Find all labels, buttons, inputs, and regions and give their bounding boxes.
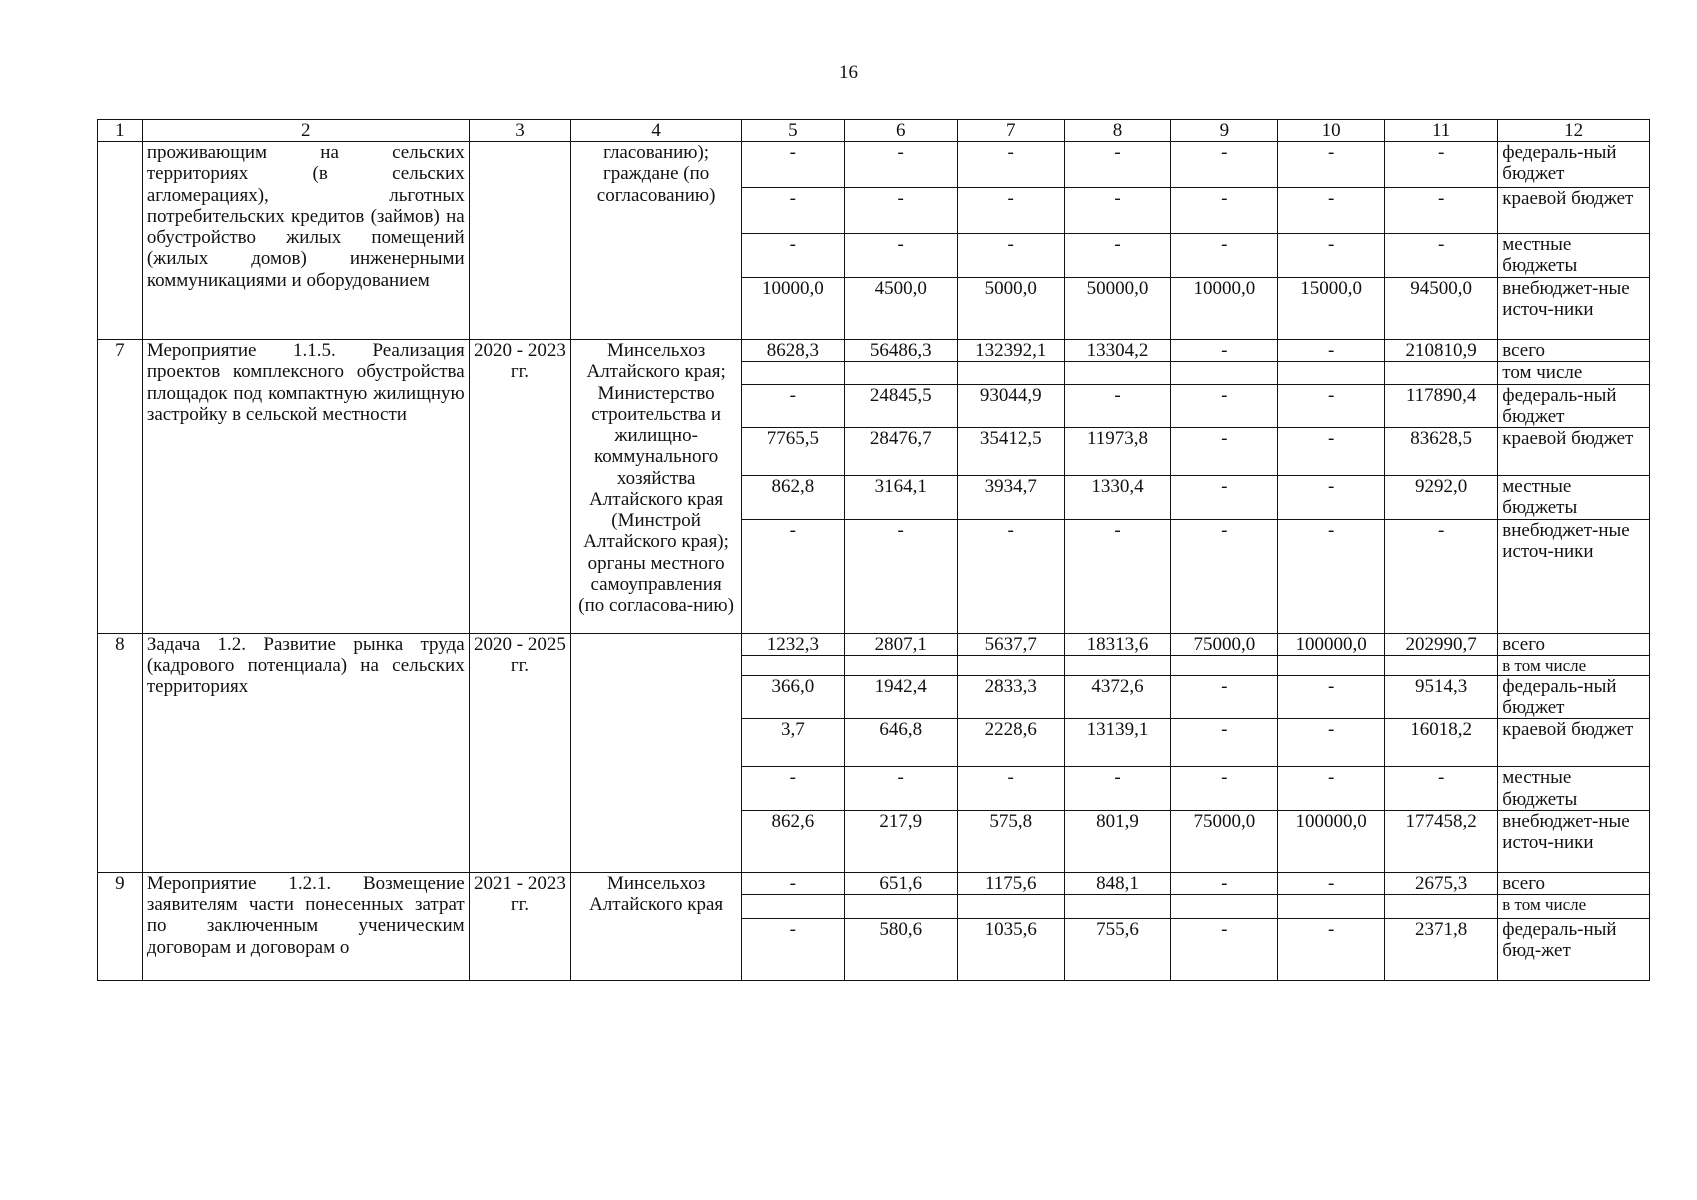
period: 2021 - 2023 гг. [469,872,570,980]
amount-cell [957,362,1064,384]
amount-cell: 755,6 [1064,919,1171,981]
amount-cell: 10000,0 [1171,278,1278,340]
amount-cell: 18313,6 [1064,633,1171,655]
amount-cell: - [1171,872,1278,894]
amount-cell: - [1278,719,1385,767]
column-header: 5 [742,120,845,142]
amount-cell: 1942,4 [844,675,957,719]
amount-cell: 580,6 [844,919,957,981]
amount-cell [742,655,845,675]
amount-cell: - [957,188,1064,234]
amount-cell: - [1171,767,1278,811]
executor: Минсельхоз Алтайского края; Министерство строительства и жилищно-коммунального хозяйства Алтайского края (Минстрой Алтайского края); органы местного самоуправления (по согласова-нию) [571,340,742,634]
measure-description: Задача 1.2. Развитие рынка труда (кадрового потенциала) на сельских территориях [142,633,469,872]
period [469,142,570,340]
amount-cell [957,895,1064,919]
funding-source: том числе [1498,362,1650,384]
amount-cell: - [1278,188,1385,234]
amount-cell: - [1278,919,1385,981]
table-row [98,872,1650,894]
amount-cell: - [742,384,845,428]
amount-cell: 1232,3 [742,633,845,655]
amount-cell: 862,8 [742,476,845,520]
column-header: 8 [1064,120,1171,142]
amount-cell: - [1171,519,1278,633]
column-header: 7 [957,120,1064,142]
amount-cell: - [742,234,845,278]
amount-cell: 366,0 [742,675,845,719]
amount-cell [1385,362,1498,384]
period: 2020 - 2025 гг. [469,633,570,872]
column-header: 2 [142,120,469,142]
amount-cell: 3934,7 [957,476,1064,520]
measure-description: Мероприятие 1.1.5. Реализация проектов комплексного обустройства площадок под компактную жилищную застройку в сельской местности [142,340,469,634]
funding-source: краевой бюджет [1498,719,1650,767]
column-number-row [98,120,1650,142]
amount-cell: 5000,0 [957,278,1064,340]
amount-cell: 13304,2 [1064,340,1171,362]
amount-cell: - [742,767,845,811]
amount-cell: - [1171,384,1278,428]
amount-cell: - [742,519,845,633]
amount-cell: 117890,4 [1385,384,1498,428]
amount-cell: - [1064,188,1171,234]
amount-cell: 13139,1 [1064,719,1171,767]
amount-cell: - [1385,519,1498,633]
amount-cell: 83628,5 [1385,428,1498,476]
amount-cell: 132392,1 [957,340,1064,362]
amount-cell: 862,6 [742,810,845,872]
funding-source: всего [1498,633,1650,655]
amount-cell: - [1171,234,1278,278]
row-number [98,142,143,340]
amount-cell: - [957,519,1064,633]
page-number: 16 [839,62,858,83]
amount-cell: 9514,3 [1385,675,1498,719]
amount-cell: - [957,767,1064,811]
amount-cell: 5637,7 [957,633,1064,655]
funding-source: в том числе [1498,895,1650,919]
amount-cell: 1035,6 [957,919,1064,981]
amount-cell: 9292,0 [1385,476,1498,520]
amount-cell: 7765,5 [742,428,845,476]
column-header: 10 [1278,120,1385,142]
amount-cell: - [1278,384,1385,428]
funding-source: федераль-ный бюджет [1498,142,1650,188]
amount-cell: - [1278,340,1385,362]
measure-description: Мероприятие 1.2.1. Возмещение заявителям части понесенных затрат по заключенным ученическим договорам и договорам о [142,872,469,980]
amount-cell [957,655,1064,675]
amount-cell: - [1064,519,1171,633]
amount-cell [1278,362,1385,384]
amount-cell: - [1385,188,1498,234]
executor [571,633,742,872]
funding-source: всего [1498,872,1650,894]
period: 2020 - 2023 гг. [469,340,570,634]
funding-source: федераль-ный бюджет [1498,384,1650,428]
amount-cell: - [1064,142,1171,188]
amount-cell: - [1385,142,1498,188]
funding-source: федераль-ный бюд-жет [1498,919,1650,981]
amount-cell: - [1171,142,1278,188]
budget-table [97,119,1650,981]
amount-cell: - [1278,476,1385,520]
funding-source: местные бюджеты [1498,234,1650,278]
funding-source: местные бюджеты [1498,767,1650,811]
amount-cell: - [1278,142,1385,188]
amount-cell: - [844,234,957,278]
amount-cell: - [1278,234,1385,278]
amount-cell: 4500,0 [844,278,957,340]
funding-source: краевой бюджет [1498,428,1650,476]
amount-cell [844,362,957,384]
measure-1-2-1-block [98,872,1650,980]
column-header: 1 [98,120,143,142]
amount-cell: - [1278,675,1385,719]
amount-cell: 56486,3 [844,340,957,362]
amount-cell: - [742,919,845,981]
funding-source: внебюджет-ные источ-ники [1498,519,1650,633]
amount-cell: - [957,234,1064,278]
amount-cell [1171,895,1278,919]
amount-cell: - [742,188,845,234]
amount-cell: 651,6 [844,872,957,894]
amount-cell: 75000,0 [1171,633,1278,655]
amount-cell: - [1278,767,1385,811]
continued-measure-block [98,142,1650,340]
amount-cell: 217,9 [844,810,957,872]
amount-cell: 4372,6 [1064,675,1171,719]
amount-cell: - [1064,384,1171,428]
funding-source: всего [1498,340,1650,362]
amount-cell: 575,8 [957,810,1064,872]
amount-cell: 93044,9 [957,384,1064,428]
amount-cell: 2833,3 [957,675,1064,719]
row-number: 9 [98,872,143,980]
funding-source: краевой бюджет [1498,188,1650,234]
amount-cell: 75000,0 [1171,810,1278,872]
amount-cell: 100000,0 [1278,633,1385,655]
amount-cell [844,655,957,675]
funding-source: федераль-ный бюджет [1498,675,1650,719]
amount-cell: 3,7 [742,719,845,767]
column-header: 3 [469,120,570,142]
amount-cell: - [844,188,957,234]
funding-source: внебюджет-ные источ-ники [1498,810,1650,872]
amount-cell: - [844,519,957,633]
amount-cell [1385,895,1498,919]
amount-cell: - [1171,675,1278,719]
amount-cell: - [1064,767,1171,811]
measure-1-1-5-block [98,340,1650,634]
amount-cell: 1330,4 [1064,476,1171,520]
amount-cell [742,895,845,919]
task-1-2-block [98,633,1650,872]
amount-cell: 94500,0 [1385,278,1498,340]
amount-cell: - [742,142,845,188]
amount-cell: 15000,0 [1278,278,1385,340]
amount-cell: - [1385,234,1498,278]
column-header: 9 [1171,120,1278,142]
amount-cell: - [1171,428,1278,476]
amount-cell: - [1278,872,1385,894]
table-row [98,340,1650,362]
row-number: 8 [98,633,143,872]
amount-cell: 2371,8 [1385,919,1498,981]
executor: гласованию); граждане (по согласованию) [571,142,742,340]
executor: Минсельхоз Алтайского края [571,872,742,980]
amount-cell: - [1171,188,1278,234]
amount-cell [844,895,957,919]
amount-cell [1064,655,1171,675]
table-row [98,142,1650,188]
table-row [98,633,1650,655]
amount-cell: 35412,5 [957,428,1064,476]
amount-cell: 202990,7 [1385,633,1498,655]
amount-cell: 11973,8 [1064,428,1171,476]
amount-cell [1064,895,1171,919]
amount-cell: 10000,0 [742,278,845,340]
amount-cell: - [1171,719,1278,767]
amount-cell: 28476,7 [844,428,957,476]
amount-cell: 177458,2 [1385,810,1498,872]
amount-cell: 100000,0 [1278,810,1385,872]
amount-cell: - [844,142,957,188]
amount-cell: 210810,9 [1385,340,1498,362]
amount-cell [742,362,845,384]
amount-cell: - [1278,428,1385,476]
amount-cell: 801,9 [1064,810,1171,872]
amount-cell: 50000,0 [1064,278,1171,340]
amount-cell: - [1171,919,1278,981]
row-number: 7 [98,340,143,634]
column-header: 6 [844,120,957,142]
amount-cell [1278,895,1385,919]
amount-cell [1278,655,1385,675]
amount-cell: 2228,6 [957,719,1064,767]
amount-cell [1385,655,1498,675]
funding-source: в том числе [1498,655,1650,675]
amount-cell: 848,1 [1064,872,1171,894]
amount-cell: 646,8 [844,719,957,767]
amount-cell: 24845,5 [844,384,957,428]
amount-cell: - [957,142,1064,188]
amount-cell: 3164,1 [844,476,957,520]
amount-cell [1171,655,1278,675]
funding-source: внебюджет-ные источ-ники [1498,278,1650,340]
column-header: 4 [571,120,742,142]
amount-cell [1064,362,1171,384]
amount-cell: - [742,872,845,894]
amount-cell: - [1064,234,1171,278]
measure-description: проживающим на сельских территориях (в сельских агломерациях), льготных потребительских кредитов (займов) на обустройство жилых помещений (жилых домов) инженерными коммуникациями и оборудованием [142,142,469,340]
column-header: 11 [1385,120,1498,142]
amount-cell: - [1278,519,1385,633]
amount-cell: 1175,6 [957,872,1064,894]
amount-cell: - [844,767,957,811]
column-header: 12 [1498,120,1650,142]
amount-cell: - [1171,476,1278,520]
amount-cell [1171,362,1278,384]
amount-cell: 16018,2 [1385,719,1498,767]
amount-cell: - [1385,767,1498,811]
amount-cell: 8628,3 [742,340,845,362]
funding-source: местные бюджеты [1498,476,1650,520]
amount-cell: - [1171,340,1278,362]
amount-cell: 2675,3 [1385,872,1498,894]
amount-cell: 2807,1 [844,633,957,655]
